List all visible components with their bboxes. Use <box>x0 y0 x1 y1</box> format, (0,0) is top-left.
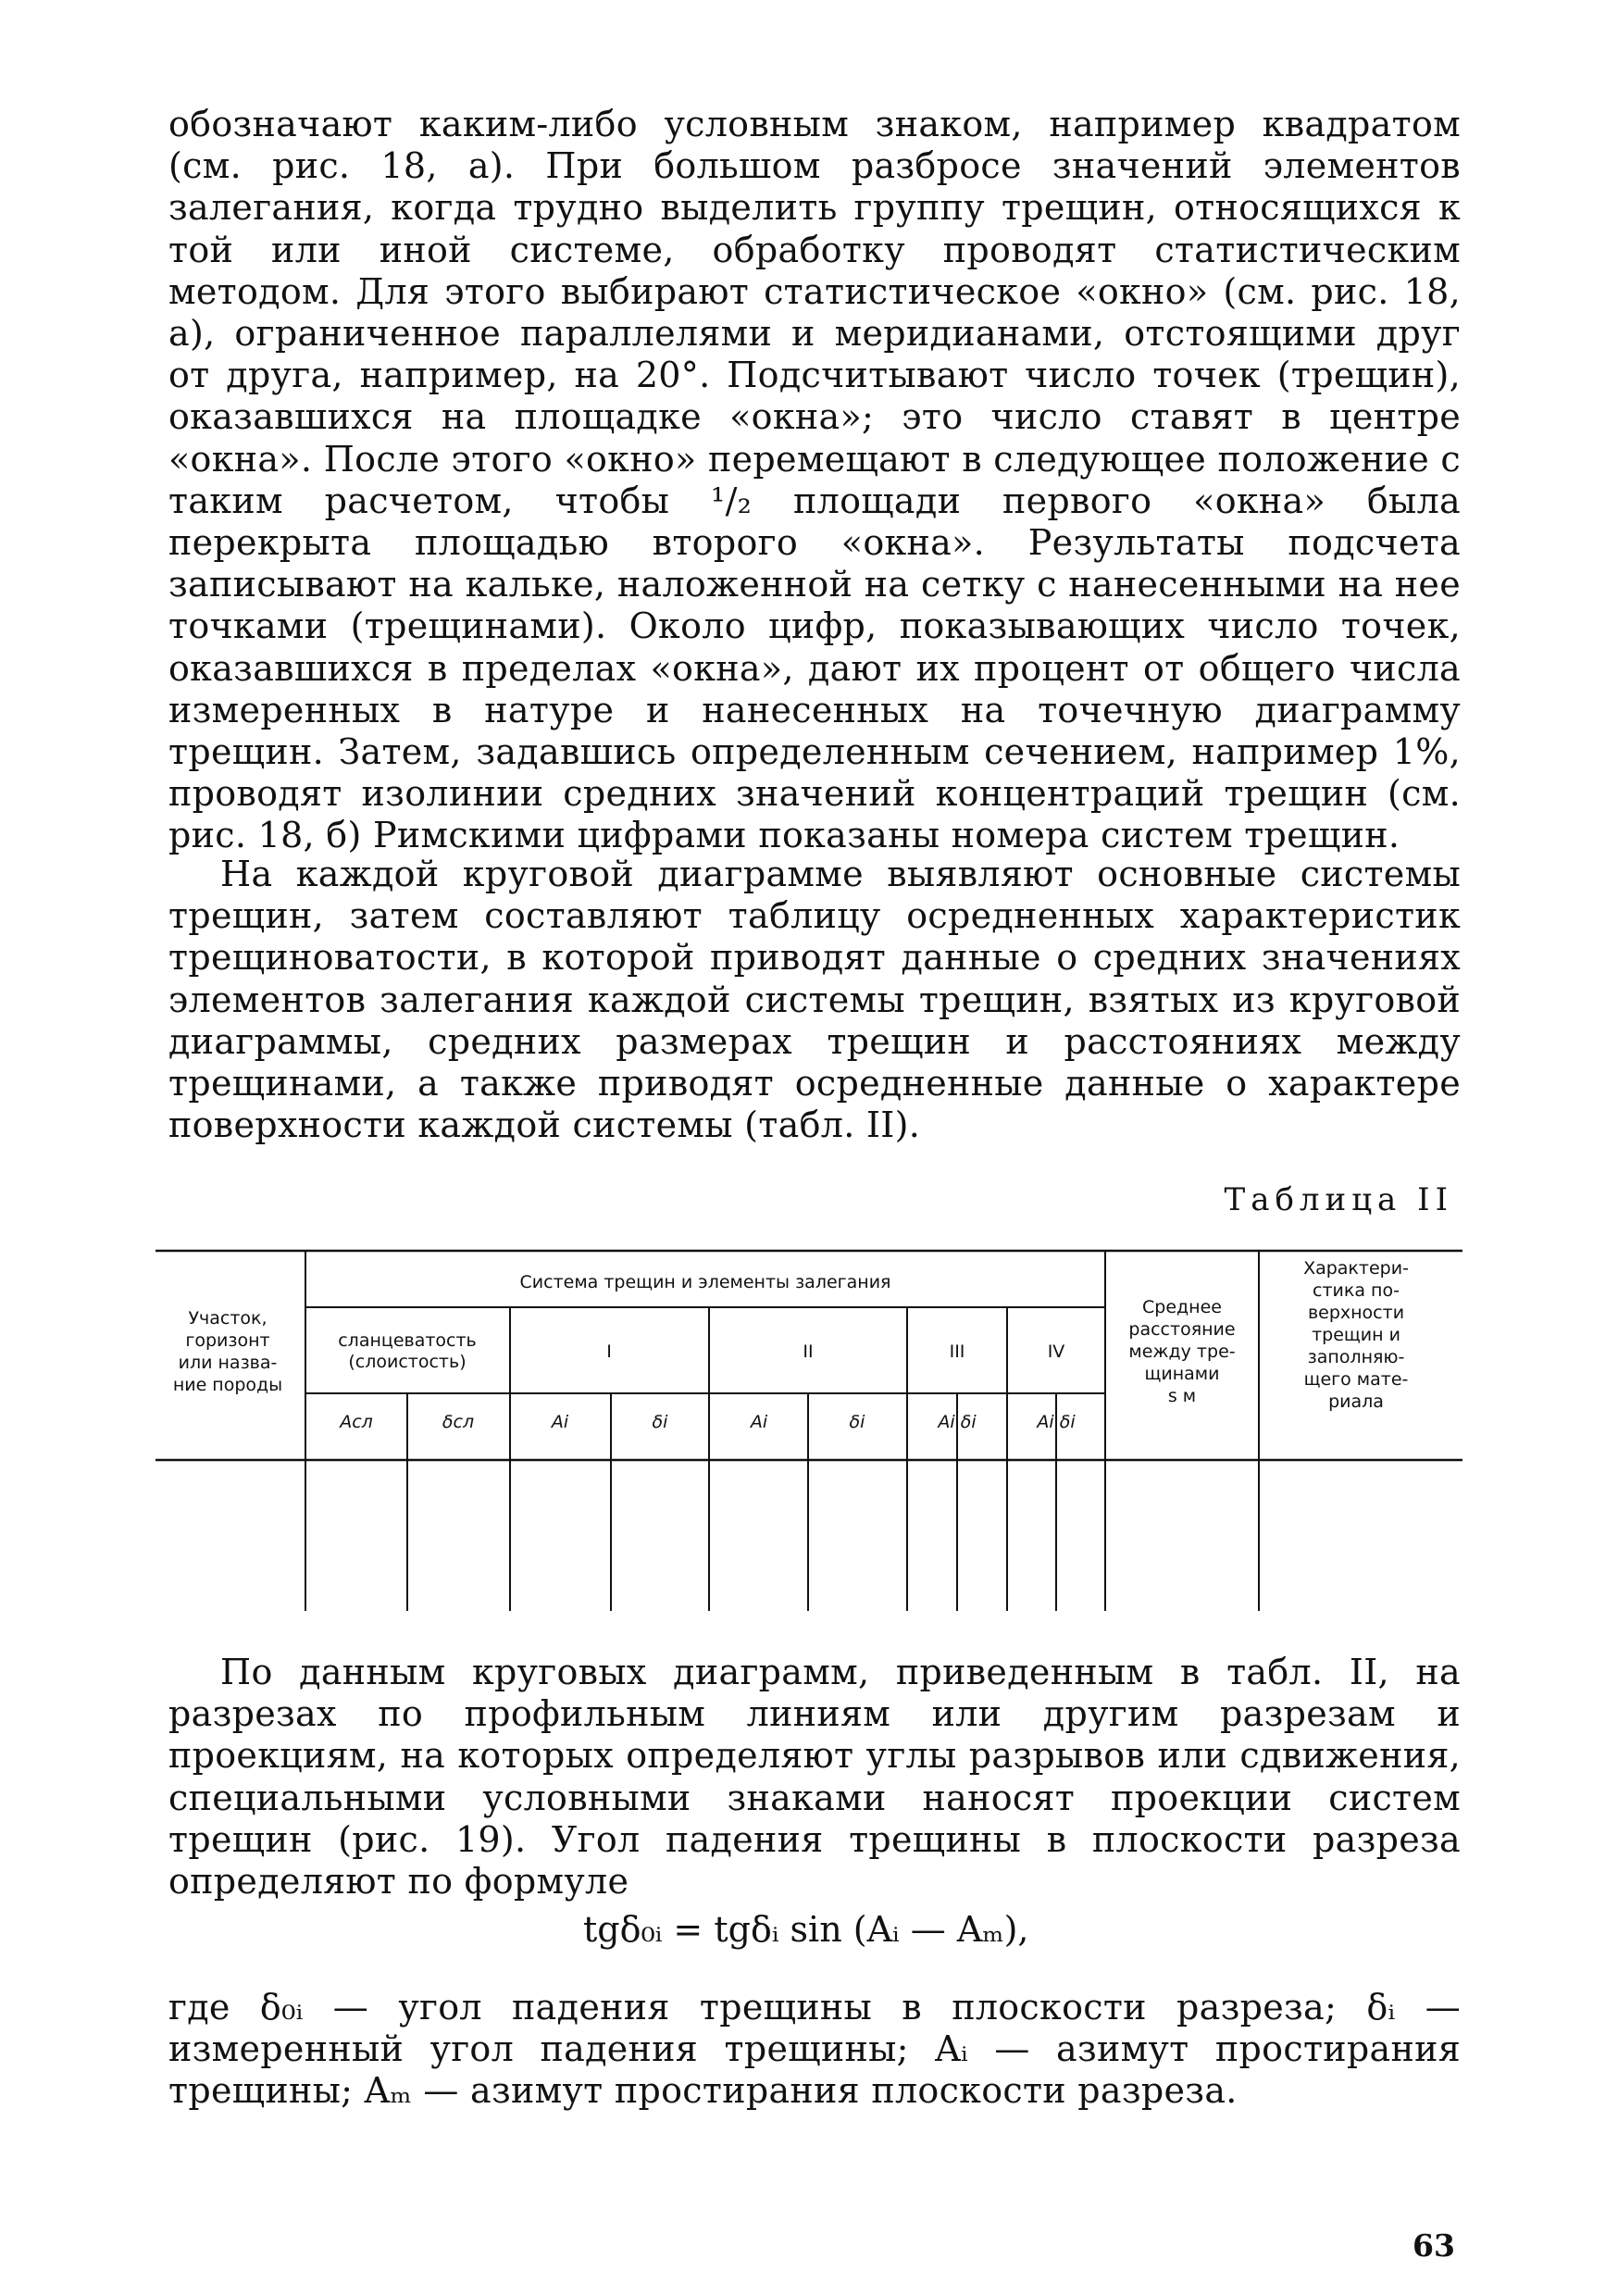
system-iv-header: IV <box>1047 1341 1065 1362</box>
paragraph-1: обозначают каким-либо условным знаком, например квадратом (см. рис. 18, а). При большом разбросе значений элементов залегания, когда трудно выделить группу трещин, относящихся к той или иной системе, обработку проводят статистическим методом. Для этого выбирают статистическое «окно» (см. рис. 18, а), ограниченное параллелями и меридианами, отстоящими друг от друга, например, на 20°. Подсчитывают число точек (трещин), оказавшихся на площадке «окна»; это число ставят в центре «окна». После этого «окно» перемещают в следующее положение с таким расчетом, чтобы ¹/₂ площади первого «окна» была перекрыта площадью второго «окна». Результаты подсчета записывают на кальке, наложенной на сетку с нанесенными на нее точками (трещинами). Около цифр, показывающих число точек, оказавшихся в пределах «окна», дают их процент от общего числа измеренных в натуре и нанесенных на точечную диаграмму трещин. Затем, задавшись определенным сечением, например 1%, проводят изолинии средних значений концентраций трещин (см. рис. 18, б) Римскими цифрами показаны номера систем трещин. <box>168 104 1461 856</box>
paragraph-3: По данным круговых диаграмм, приведенным в табл. II, на разрезах по профильным линиям или другим разрезам и проекциям, на которых определяют углы разрывов или сдвижения, специальными условными знаками наносят проекции систем трещин (рис. 19). Угол падения трещины в плоскости разреза определяют по формуле <box>168 1652 1461 1903</box>
character-header-line-6: щего мате- <box>1303 1369 1409 1390</box>
subheader-ad-3: Ai δi <box>938 1412 977 1432</box>
formula: tgδ₀ᵢ = tgδᵢ sin (Aᵢ — Aₘ), <box>583 1909 1029 1950</box>
area-header-line-3: или назва- <box>178 1353 278 1373</box>
page-number: 63 <box>1413 2227 1455 2264</box>
character-header-line-7: риала <box>1328 1391 1384 1412</box>
system-group-header: Система трещин и элементы залегания <box>519 1272 891 1292</box>
distance-header-line-3: между тре- <box>1128 1341 1236 1362</box>
slate-header-line-1: сланцеватость <box>338 1330 477 1351</box>
subheader-a-sl: Aсл <box>340 1412 373 1432</box>
area-header-line-2: горизонт <box>185 1330 270 1351</box>
system-i-header: I <box>606 1341 612 1362</box>
subheader-d-1: δi <box>652 1412 668 1432</box>
area-header-line-4: ние породы <box>172 1375 283 1395</box>
table-caption: Таблица II <box>1224 1181 1453 1218</box>
character-header-line-2: стика по- <box>1313 1280 1400 1301</box>
system-iii-header: III <box>949 1341 965 1362</box>
distance-header-line-2: расстояние <box>1128 1319 1236 1340</box>
distance-header-line-5: s м <box>1167 1386 1197 1406</box>
subheader-d-sl: δсл <box>442 1412 475 1432</box>
subheader-d-2: δi <box>849 1412 865 1432</box>
distance-header-line-1: Среднее <box>1142 1297 1222 1317</box>
character-header-line-5: заполняю- <box>1307 1347 1405 1367</box>
paragraph-4: где δ₀ᵢ — угол падения трещины в плоскости разреза; δᵢ — измеренный угол падения трещины; Aᵢ — азимут простирания трещины; Aₘ — азимут простирания плоскости разреза. <box>168 1987 1461 2112</box>
character-header-line-4: трещин и <box>1312 1325 1400 1345</box>
subheader-a-1: Ai <box>551 1412 569 1432</box>
character-header-line-1: Характери- <box>1303 1258 1409 1279</box>
area-header-line-1: Участок, <box>188 1308 268 1329</box>
subheader-a-2: Ai <box>750 1412 768 1432</box>
subheader-ad-4: Ai δi <box>1037 1412 1076 1432</box>
system-ii-header: II <box>803 1341 814 1362</box>
character-header-line-3: верхности <box>1307 1303 1405 1323</box>
distance-header-line-4: щинами <box>1144 1364 1220 1384</box>
slate-header-line-2: (слоистость) <box>348 1352 467 1372</box>
paragraph-2: На каждой круговой диаграмме выявляют основные системы трещин, затем составляют таблицу осредненных характеристик трещиноватости, в которой приводят данные о средних значениях элементов залегания каждой системы трещин, взятых из круговой диаграммы, средних размерах трещин и расстояниях между трещинами, а также приводят осредненные данные о характере поверхности каждой системы (табл. II). <box>168 854 1461 1146</box>
